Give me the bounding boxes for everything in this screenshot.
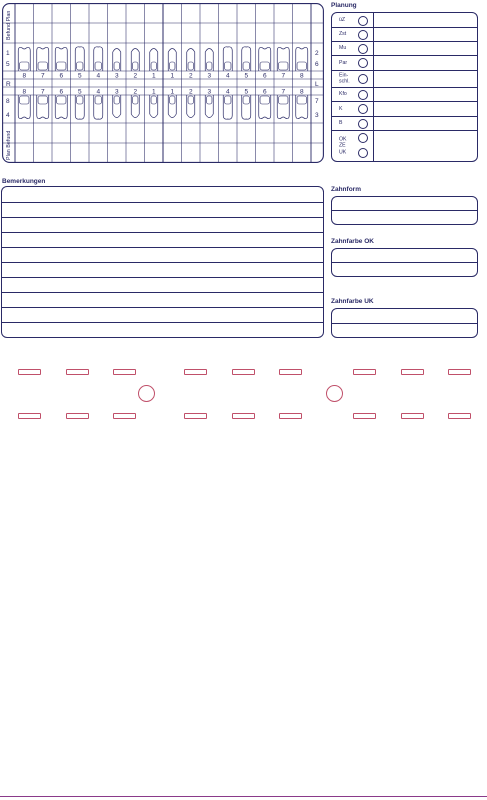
planung-row-label: K [339,105,343,112]
planung-row-label: Mu [339,44,347,51]
perforation-slot [448,413,471,419]
planung-box [331,12,478,162]
planung-row[interactable] [332,101,477,117]
tooth-number-lower: 4 [96,88,101,96]
planung-checkbox[interactable] [358,119,368,129]
planung-row-label: Zst [339,30,347,37]
perforation-slot [66,369,89,375]
zahnfarbe-uk-line [332,323,477,324]
perforation-slot [401,413,424,419]
planung-checkbox[interactable] [358,16,368,26]
bemerkungen-line [2,232,323,233]
tooth-number-upper: 8 [22,72,27,80]
zahnfarbe-ok-line [332,262,477,263]
zahnform-title: Zahnform [331,186,361,193]
tooth-number-lower: 3 [114,88,119,96]
planung-row-label: üZ [339,16,346,23]
zahnfarbe-ok-title: Zahnfarbe OK [331,238,374,245]
perforation-slot [18,413,41,419]
tooth-number-upper: 6 [262,72,267,80]
tooth-number-lower: 1 [170,88,175,96]
tooth-number-lower: 8 [299,88,304,96]
dental-chart-svg [2,3,324,163]
bemerkungen-line [2,217,323,218]
punch-hole [138,385,155,402]
zahnfarbe-uk-field[interactable] [331,308,478,338]
tooth-number-upper: 4 [225,72,230,80]
quadrant-label-5: 5 [6,61,10,68]
perforation-slot [448,369,471,375]
tooth-number-lower: 7 [281,88,286,96]
planung-checkbox[interactable] [358,104,368,114]
plan-befund-label: Plan Befund [6,130,12,160]
side-label-l: L [315,81,319,88]
planung-checkbox[interactable] [358,44,368,54]
planung-row-label: Kfo [339,90,347,97]
planung-checkbox[interactable] [358,133,368,143]
bemerkungen-line [2,247,323,248]
tooth-number-upper: 5 [77,72,82,80]
bemerkungen-line [2,292,323,293]
tooth-number-lower: 3 [207,88,212,96]
tooth-number-upper: 4 [96,72,101,80]
perforation-slot [113,413,136,419]
bemerkungen-line [2,307,323,308]
planung-row[interactable] [332,13,477,28]
tooth-number-upper: 6 [59,72,64,80]
perforation-slot [18,369,41,375]
bemerkungen-line [2,202,323,203]
tooth-number-upper: 2 [133,72,138,80]
dental-chart [2,3,324,163]
planung-row[interactable] [332,27,477,42]
perforation-slot [113,369,136,375]
quadrant-label-7: 7 [315,98,319,105]
bemerkungen-box[interactable] [1,186,324,338]
footer-line [0,796,487,797]
planung-row[interactable] [332,70,477,88]
tooth-number-upper: 3 [207,72,212,80]
zahnform-line [332,210,477,211]
quadrant-label-1: 1 [6,50,10,57]
side-label-r: R [6,81,11,88]
planung-row-label: Ein- schl. [339,72,350,85]
perforation-slot [353,369,376,375]
bemerkungen-title: Bemerkungen [2,178,46,185]
planung-checkbox[interactable] [358,74,368,84]
tooth-number-lower: 5 [244,88,249,96]
befund-plan-label: Befund Plan [6,10,12,40]
tooth-number-lower: 7 [40,88,45,96]
zahnfarbe-ok-field[interactable] [331,248,478,277]
planung-checkbox[interactable] [358,90,368,100]
planung-title: Planung [331,2,357,9]
bemerkungen-line [2,322,323,323]
bemerkungen-line [2,277,323,278]
perforation-slot [184,369,207,375]
tooth-number-lower: 6 [262,88,267,96]
tooth-number-upper: 7 [40,72,45,80]
tooth-number-upper: 7 [281,72,286,80]
tooth-number-upper: 1 [170,72,175,80]
planung-row[interactable] [332,55,477,71]
tooth-number-upper: 3 [114,72,119,80]
tooth-number-lower: 6 [59,88,64,96]
perforation-slot [66,413,89,419]
tooth-number-lower: 5 [77,88,82,96]
planung-row[interactable] [332,116,477,131]
perforation-slot [184,413,207,419]
tooth-number-lower: 2 [133,88,138,96]
planung-row[interactable] [332,130,477,161]
planung-checkbox[interactable] [358,30,368,40]
zahnform-field[interactable] [331,196,478,225]
tooth-number-upper: 1 [151,72,156,80]
quadrant-label-6: 6 [315,61,319,68]
perforation-slot [279,413,302,419]
tooth-number-upper: 8 [299,72,304,80]
tooth-number-upper: 2 [188,72,193,80]
tooth-number-lower: 2 [188,88,193,96]
planung-row-label: OK ZE UK [339,135,347,155]
perforation-slot [353,413,376,419]
tooth-number-lower: 8 [22,88,27,96]
planung-row[interactable] [332,87,477,102]
quadrant-label-4: 4 [6,112,10,119]
tooth-number-lower: 4 [225,88,230,96]
perforation-slot [232,369,255,375]
zahnfarbe-uk-title: Zahnfarbe UK [331,298,374,305]
planung-row[interactable] [332,41,477,56]
planung-row-label: Par [339,59,348,66]
perforation-slot [401,369,424,375]
quadrant-label-3: 3 [315,112,319,119]
perforation-slot [232,413,255,419]
bemerkungen-line [2,262,323,263]
tooth-number-upper: 5 [244,72,249,80]
perforation-slot [279,369,302,375]
punch-hole [326,385,343,402]
planung-checkbox[interactable] [358,148,368,158]
planung-checkbox[interactable] [358,58,368,68]
quadrant-label-2: 2 [315,50,319,57]
tooth-number-lower: 1 [151,88,156,96]
quadrant-label-8: 8 [6,98,10,105]
planung-row-label: B [339,119,343,126]
